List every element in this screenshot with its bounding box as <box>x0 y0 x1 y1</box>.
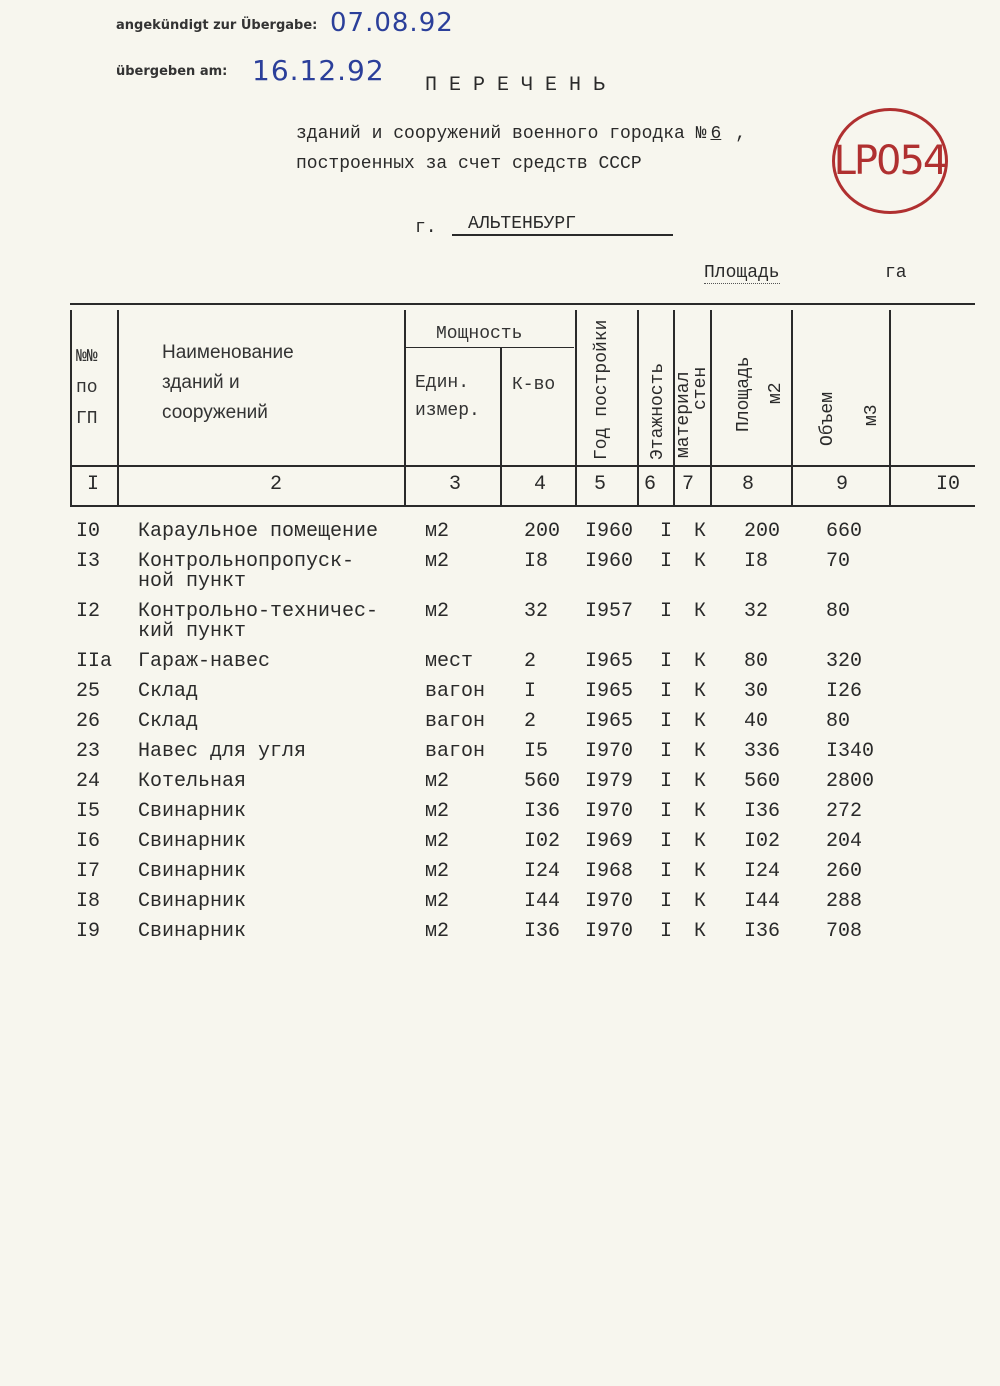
table-row <box>0 600 1000 643</box>
cell-year: I965 <box>585 710 634 733</box>
cell-qty: I <box>524 680 537 703</box>
cell-vol: 2800 <box>826 770 875 793</box>
cell-floors: I <box>660 860 673 883</box>
cell-floors: I <box>660 550 673 573</box>
cell-area: I02 <box>744 830 781 853</box>
cell-num: I8 <box>76 890 101 913</box>
cell-qty: I02 <box>524 830 561 853</box>
column-number: 5 <box>593 473 606 496</box>
handed-date: 16.12.92 <box>252 54 385 87</box>
cell-name: Свинарник <box>138 860 247 883</box>
title-line-1-suffix: , <box>735 124 747 144</box>
table-row <box>0 710 1000 740</box>
cell-vol: 272 <box>826 800 863 823</box>
col-line-1 <box>117 310 119 506</box>
column-number: I0 <box>935 473 960 496</box>
column-number: 6 <box>643 473 656 496</box>
cell-name: Гараж-навес <box>138 650 271 673</box>
cell-num: I0 <box>76 520 101 543</box>
cell-area: 80 <box>744 650 769 673</box>
cell-mat: К <box>694 890 707 913</box>
header-capacity: Мощность <box>436 324 523 344</box>
col-line-4 <box>575 310 577 506</box>
title-line-1-prefix: зданий и сооружений военного городка № <box>296 124 707 144</box>
cell-year: I969 <box>585 830 634 853</box>
cell-unit: м2 <box>425 550 450 573</box>
cell-num: IIа <box>76 650 113 673</box>
cell-qty: I44 <box>524 890 561 913</box>
header-qty: К-во <box>512 375 556 395</box>
cell-vol: 288 <box>826 890 863 913</box>
cell-area: I8 <box>744 550 769 573</box>
cell-vol: 204 <box>826 830 863 853</box>
cell-mat: К <box>694 550 707 573</box>
cell-name-continued: ной пункт <box>138 570 247 593</box>
cell-year: I968 <box>585 860 634 883</box>
cell-year: I960 <box>585 550 634 573</box>
city-prefix: г. <box>415 218 437 238</box>
area-unit: га <box>885 263 907 283</box>
table-row <box>0 890 1000 920</box>
cell-name: Склад <box>138 710 199 733</box>
table-row <box>0 860 1000 890</box>
cell-floors: I <box>660 740 673 763</box>
cell-mat: К <box>694 520 707 543</box>
cell-vol: 80 <box>826 600 851 623</box>
cell-num: 24 <box>76 770 101 793</box>
cell-name: Контрольнопропуск- <box>138 550 355 573</box>
cell-qty: I8 <box>524 550 549 573</box>
cell-mat: К <box>694 860 707 883</box>
cell-year: I970 <box>585 800 634 823</box>
announced-date: 07.08.92 <box>330 8 454 38</box>
cell-unit: вагон <box>425 680 486 703</box>
cell-floors: I <box>660 830 673 853</box>
cell-area: 40 <box>744 710 769 733</box>
cell-vol: 660 <box>826 520 863 543</box>
cell-name: Свинарник <box>138 830 247 853</box>
cell-num: 25 <box>76 680 101 703</box>
cell-unit: мест <box>425 650 474 673</box>
cell-name: Свинарник <box>138 800 247 823</box>
cell-num: 23 <box>76 740 101 763</box>
cell-num: I3 <box>76 550 101 573</box>
cell-unit: м2 <box>425 890 450 913</box>
cell-qty: 2 <box>524 650 537 673</box>
cell-num: 26 <box>76 710 101 733</box>
area-label: Площадь <box>704 263 780 283</box>
cell-name: Контрольно-техничес- <box>138 600 379 623</box>
cell-unit: м2 <box>425 860 450 883</box>
cell-mat: К <box>694 600 707 623</box>
cell-mat: К <box>694 830 707 853</box>
header-unit: Един. измер. <box>415 373 480 421</box>
cell-area: 30 <box>744 680 769 703</box>
cell-mat: К <box>694 650 707 673</box>
capacity-sub-line <box>404 347 574 348</box>
city-name: АЛЬТЕНБУРГ <box>452 214 673 236</box>
table-row <box>0 770 1000 800</box>
table-row <box>0 550 1000 593</box>
cell-unit: м2 <box>425 520 450 543</box>
cell-name-continued: кий пункт <box>138 620 247 643</box>
archive-stamp: LP054 <box>832 108 948 214</box>
cell-mat: К <box>694 710 707 733</box>
cell-area: 336 <box>744 740 781 763</box>
cell-mat: К <box>694 770 707 793</box>
header-bottom-line <box>70 465 975 467</box>
cell-num: I9 <box>76 920 101 943</box>
cell-vol: 708 <box>826 920 863 943</box>
header-area: Площадь м2 <box>734 356 786 432</box>
cell-floors: I <box>660 920 673 943</box>
col-line-0 <box>70 310 72 506</box>
cell-year: I965 <box>585 650 634 673</box>
header-year: Год постройки <box>592 319 612 460</box>
cell-qty: 32 <box>524 600 549 623</box>
cell-unit: м2 <box>425 830 450 853</box>
cell-mat: К <box>694 920 707 943</box>
cell-area: 560 <box>744 770 781 793</box>
table-row <box>0 830 1000 860</box>
cell-vol: 70 <box>826 550 851 573</box>
cell-floors: I <box>660 890 673 913</box>
cell-unit: вагон <box>425 710 486 733</box>
cell-num: I2 <box>76 600 101 623</box>
title-line-1 <box>296 124 746 144</box>
cell-floors: I <box>660 710 673 733</box>
document-title: П Е Р Е Ч Е Н Ь <box>425 74 606 97</box>
cell-floors: I <box>660 650 673 673</box>
cell-year: I957 <box>585 600 634 623</box>
cell-year: I979 <box>585 770 634 793</box>
cell-name: Караульное помещение <box>138 520 379 543</box>
cell-qty: 200 <box>524 520 561 543</box>
handed-label: übergeben am: <box>116 64 228 79</box>
cell-vol: I340 <box>826 740 875 763</box>
column-number: 7 <box>681 473 694 496</box>
cell-year: I970 <box>585 740 634 763</box>
cell-name: Котельная <box>138 770 247 793</box>
column-number: 3 <box>448 473 461 496</box>
town-number: 6 <box>710 124 722 144</box>
column-number: 9 <box>835 473 848 496</box>
column-number: 2 <box>269 473 282 496</box>
cell-num: I5 <box>76 800 101 823</box>
header-material: материал стен <box>674 366 711 458</box>
cell-floors: I <box>660 800 673 823</box>
cell-area: I36 <box>744 800 781 823</box>
cell-qty: I24 <box>524 860 561 883</box>
cell-num: I6 <box>76 830 101 853</box>
cell-floors: I <box>660 520 673 543</box>
cell-area: 32 <box>744 600 769 623</box>
cell-unit: м2 <box>425 920 450 943</box>
cell-year: I965 <box>585 680 634 703</box>
column-number: 8 <box>741 473 754 496</box>
cell-mat: К <box>694 800 707 823</box>
table-row <box>0 920 1000 950</box>
cell-year: I960 <box>585 520 634 543</box>
header-volume: Объем м3 <box>818 391 882 446</box>
header-floors: Этажность <box>648 362 668 460</box>
cell-name: Склад <box>138 680 199 703</box>
cell-vol: 80 <box>826 710 851 733</box>
cell-floors: I <box>660 680 673 703</box>
cell-area: 200 <box>744 520 781 543</box>
cell-qty: 2 <box>524 710 537 733</box>
cell-mat: К <box>694 740 707 763</box>
table-row <box>0 520 1000 550</box>
header-name: Наименование зданий и сооружений <box>162 342 294 423</box>
cell-vol: I26 <box>826 680 863 703</box>
cell-num: I7 <box>76 860 101 883</box>
cell-area: I44 <box>744 890 781 913</box>
cell-vol: 260 <box>826 860 863 883</box>
cell-area: I24 <box>744 860 781 883</box>
column-number: 4 <box>533 473 546 496</box>
table-row <box>0 740 1000 770</box>
cell-name: Навес для угля <box>138 740 307 763</box>
announced-label: angekündigt zur Übergabe: <box>116 18 318 33</box>
table-top-line <box>70 303 975 305</box>
col-line-3 <box>500 347 502 506</box>
title-line-2: построенных за счет средств СССР <box>296 154 642 174</box>
cell-qty: 560 <box>524 770 561 793</box>
cell-qty: I5 <box>524 740 549 763</box>
table-row <box>0 650 1000 680</box>
cell-floors: I <box>660 600 673 623</box>
colnum-bottom-line <box>70 505 975 507</box>
cell-unit: м2 <box>425 770 450 793</box>
cell-qty: I36 <box>524 800 561 823</box>
column-number: I <box>86 473 99 496</box>
cell-name: Свинарник <box>138 920 247 943</box>
cell-floors: I <box>660 770 673 793</box>
cell-area: I36 <box>744 920 781 943</box>
cell-vol: 320 <box>826 650 863 673</box>
cell-year: I970 <box>585 890 634 913</box>
cell-unit: м2 <box>425 800 450 823</box>
cell-name: Свинарник <box>138 890 247 913</box>
cell-unit: м2 <box>425 600 450 623</box>
cell-year: I970 <box>585 920 634 943</box>
table-row <box>0 680 1000 710</box>
cell-unit: вагон <box>425 740 486 763</box>
table-row <box>0 800 1000 830</box>
header-num: №№ по ГП <box>76 347 98 429</box>
cell-mat: К <box>694 680 707 703</box>
col-line-2 <box>404 310 406 506</box>
cell-qty: I36 <box>524 920 561 943</box>
